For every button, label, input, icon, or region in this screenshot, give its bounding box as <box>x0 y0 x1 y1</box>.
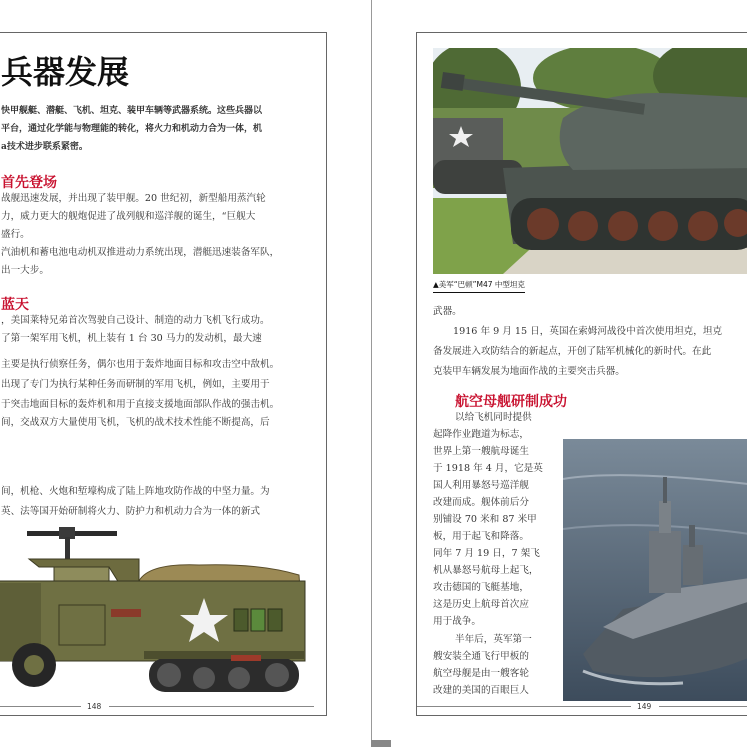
body-line: 克装甲车辆发展为地面作战的主要突击兵器。 <box>433 366 625 377</box>
aircraft-carrier-photo <box>563 439 747 701</box>
footer-rule <box>109 706 314 707</box>
intro-line: 平台，通过化学能与物理能的转化，将火力和机动力合为一体，机 <box>1 124 263 134</box>
left-page <box>0 32 327 716</box>
book-gutter <box>371 0 372 747</box>
column-line: 国人利用暴怒号巡洋舰 <box>433 480 529 491</box>
body-line: 出现了专门为执行某种任务而研制的军用飞机，例如，主要用于 <box>1 379 270 390</box>
body-line: 于突击地面目标的轰炸机和用于直接支援地面部队作战的强击机。 <box>1 399 280 410</box>
body-line: 1916 年 9 月 15 日，英国在索姆河战役中首次使用坦克，坦克 <box>453 326 723 337</box>
body-line: 汽油机和蓄电池电动机双推进动力系统出现，潜艇迅速装备军队， <box>1 247 280 258</box>
body-line: ，美国莱特兄弟首次驾驶自己设计、制造的动力飞机飞行成功。 <box>1 315 270 326</box>
intro-line: 快甲舰艇、潜艇、飞机、坦克、装甲车辆等武器系统。这些兵器以 <box>1 106 263 116</box>
tank-photo-caption: ▲美军“巴顿”M47 中型坦克 <box>433 279 525 293</box>
page-title: 兵器发展 <box>1 53 130 91</box>
scrollbar-thumb[interactable] <box>371 740 391 747</box>
footer-rule <box>417 706 631 707</box>
column-line: 攻击德国的飞艇基地， <box>433 582 529 593</box>
column-line: 机从暴怒号航母上起飞， <box>433 565 539 576</box>
column-line: 改建而成。舰体前后分 <box>433 497 529 508</box>
section-heading-warships: 首先登场 <box>1 175 57 191</box>
column-line: 板，用于起飞和降落。 <box>433 531 529 542</box>
page-number-left: 148 <box>87 702 102 711</box>
column-line: 改建的美国的百眼巨人 <box>433 685 529 696</box>
body-line: 主要是执行侦察任务，偶尔也用于轰炸地面目标和攻击空中敌机。 <box>1 359 280 370</box>
half-track-vehicle-illustration <box>0 523 319 703</box>
column-line: 世界上第一艘航母诞生 <box>433 446 529 457</box>
body-line: 武器。 <box>433 306 462 317</box>
body-line: 出一大步。 <box>1 265 49 276</box>
section-heading-aircraft: 蓝天 <box>1 297 29 313</box>
column-line: 以给飞机同时提供 <box>455 412 532 423</box>
column-line: 起降作业跑道为标志， <box>433 429 529 440</box>
column-line: 这是历史上航母首次应 <box>433 599 529 610</box>
body-line: 盛行。 <box>1 229 30 240</box>
column-line: 用于战争。 <box>433 616 481 627</box>
body-line: 间，交战双方大量使用飞机，飞机的战术技术性能不断提高，后 <box>1 417 270 428</box>
column-line: 艘安装全通飞行甲板的 <box>433 651 529 662</box>
column-line: 同年 7 月 19 日，7 架飞 <box>433 548 540 559</box>
m47-tank-photo <box>433 48 747 274</box>
section-heading-carrier: 航空母舰研制成功 <box>455 394 567 410</box>
column-line: 别铺设 70 米和 87 米甲 <box>433 514 537 525</box>
footer-rule <box>659 706 747 707</box>
intro-line: a技术进步联系紧密。 <box>1 142 88 152</box>
right-page <box>416 32 747 716</box>
column-line: 航空母舰是由一艘客轮 <box>433 668 529 679</box>
body-line: 了第一架军用飞机，机上装有 1 台 30 马力的发动机，最大速 <box>1 333 262 344</box>
body-line: 力，威力更大的舰炮促进了战列舰和巡洋舰的诞生，“巨舰大 <box>1 211 256 222</box>
column-line: 于 1918 年 4 月，它是英 <box>433 463 543 474</box>
body-line: 英、法等国开始研制将火力、防护力和机动力合为一体的新式 <box>1 506 261 517</box>
footer-rule <box>0 706 81 707</box>
body-line: 备发展进入攻防结合的新起点，开创了陆军机械化的新时代。在此 <box>433 346 712 357</box>
body-line: 间，机枪、火炮和堑壕构成了陆上阵地攻防作战的中坚力量。为 <box>1 486 270 497</box>
page-number-right: 149 <box>637 702 652 711</box>
column-line: 半年后，英军第一 <box>455 634 532 645</box>
body-line: 战舰迅速发展，并出现了装甲舰。20 世纪初，新型船用蒸汽轮 <box>1 193 266 204</box>
